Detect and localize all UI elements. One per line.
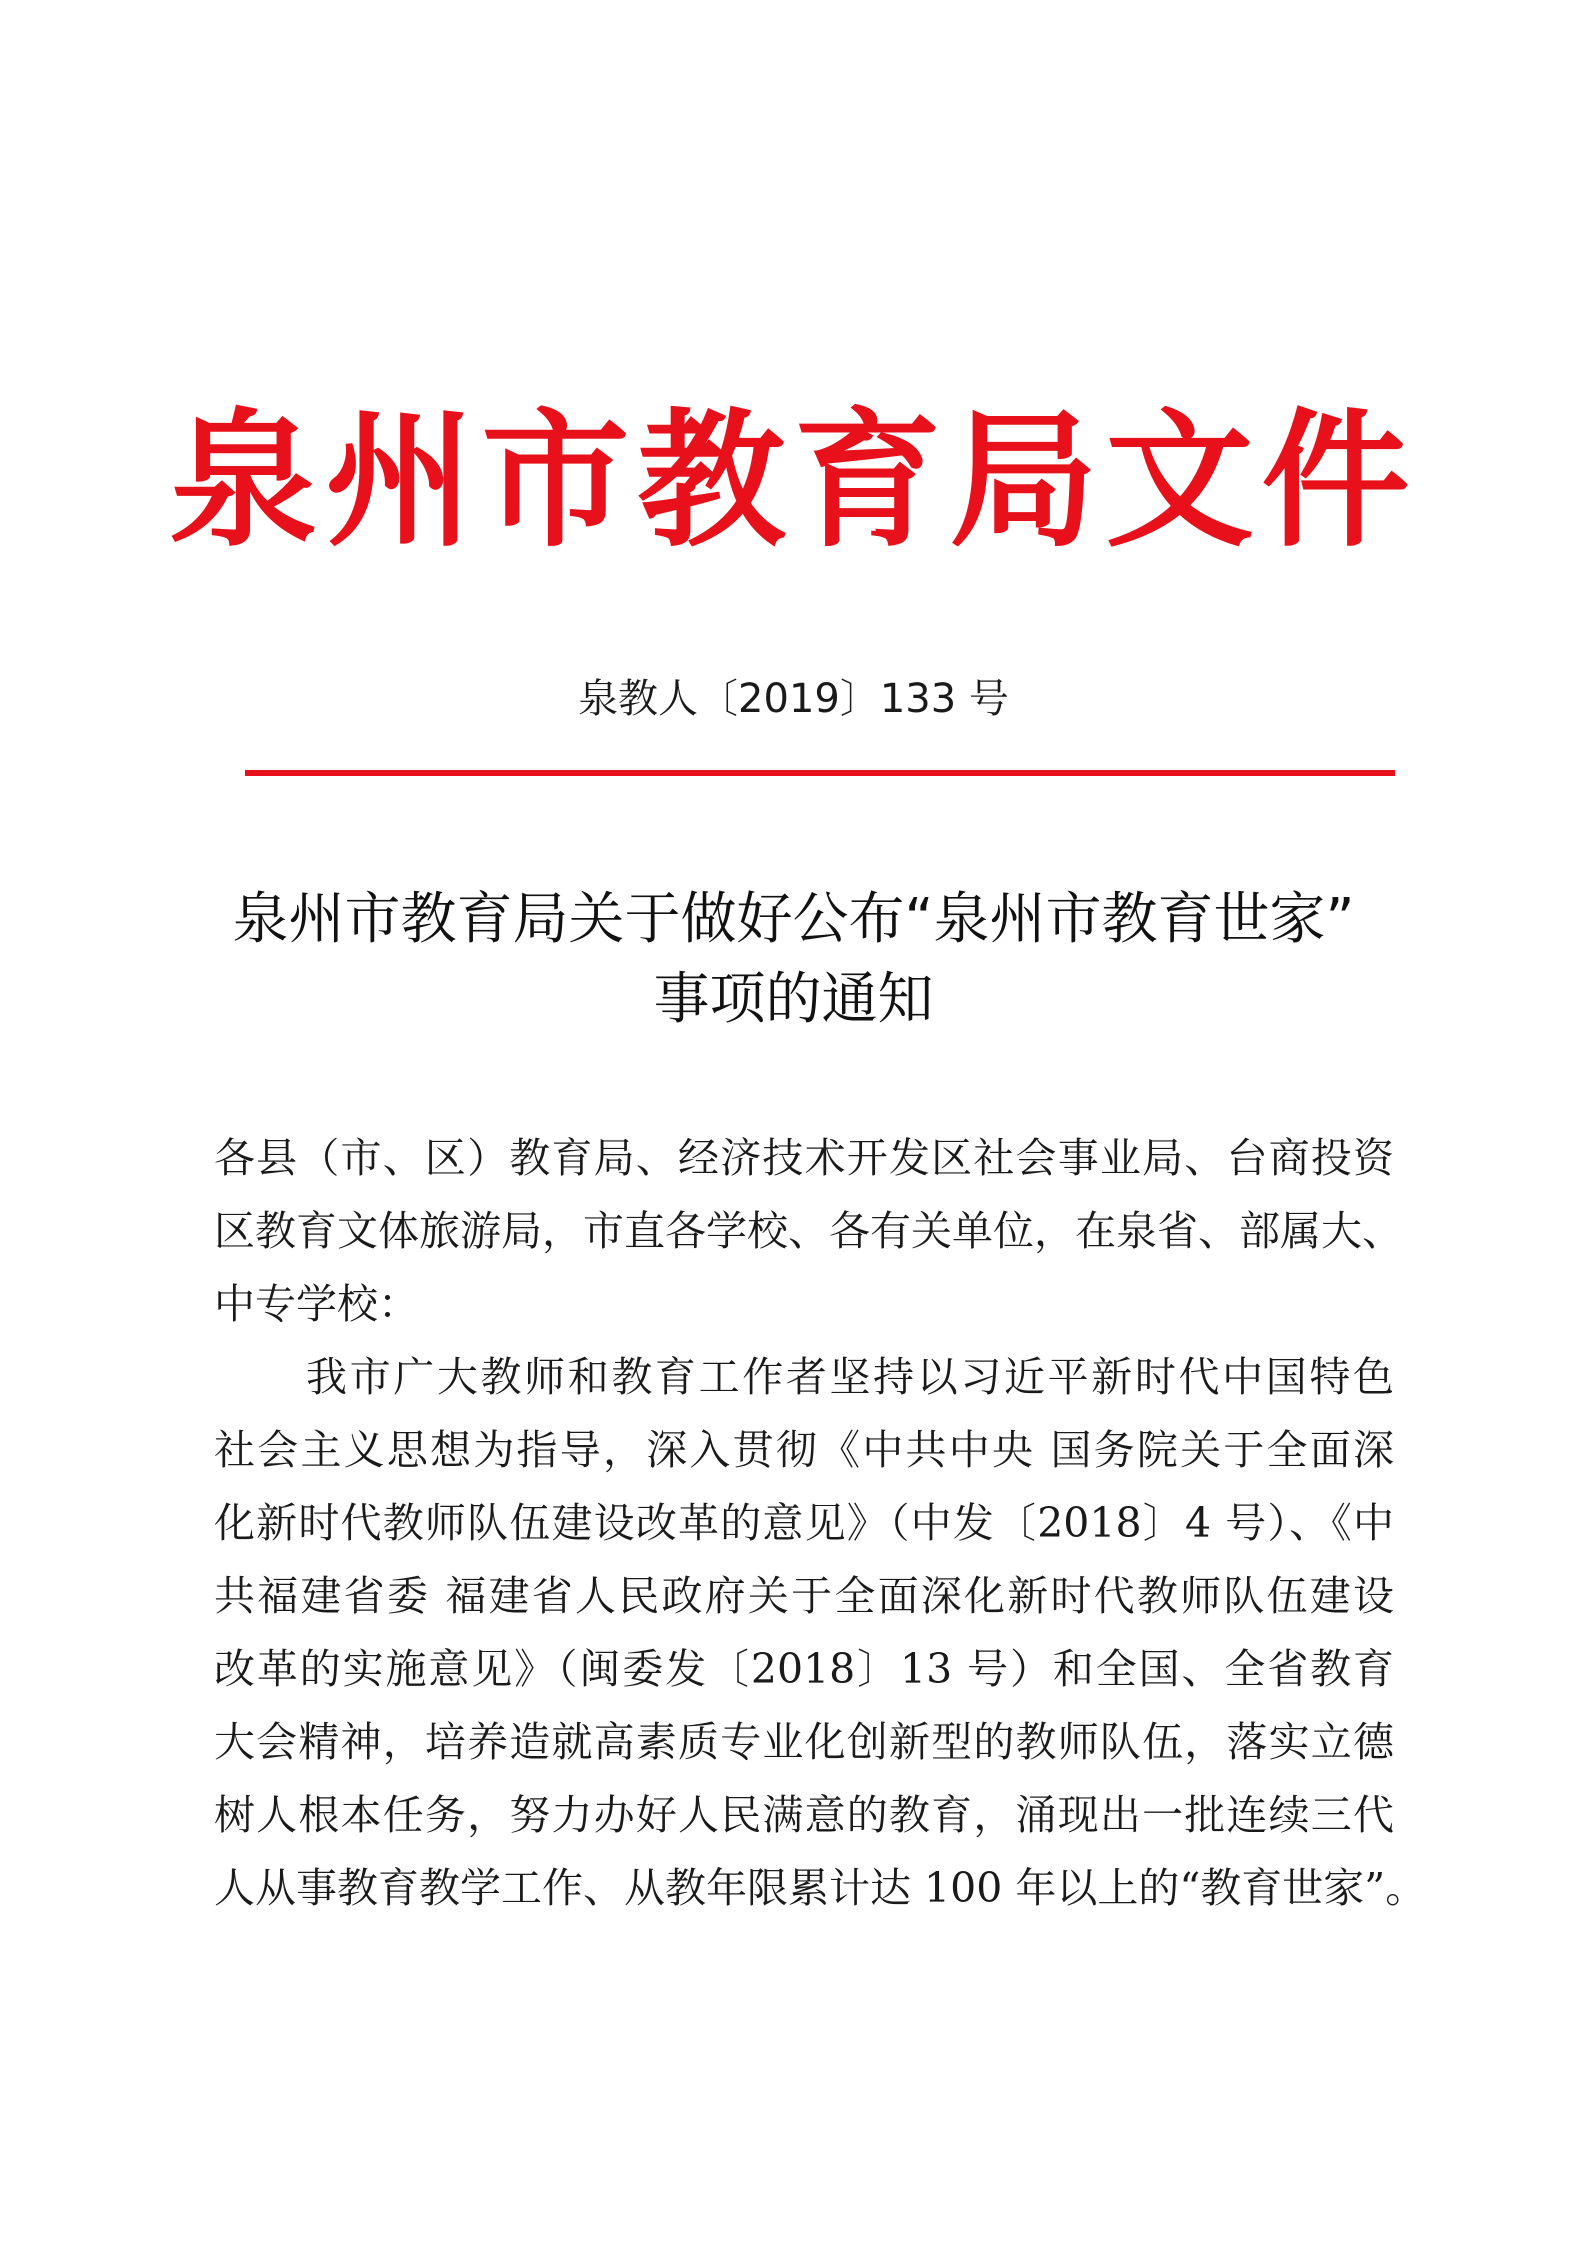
paragraph-line: 我市广大教师和教育工作者坚持以习近平新时代中国特色 <box>306 1353 1394 1401</box>
notice-title-line-1: 泉州市教育局关于做好公布“泉州市教育世家” <box>232 887 1355 952</box>
document-masthead: 泉州市教育局文件 <box>169 393 1418 567</box>
paragraph-line: 改革的实施意见》（闽委发〔2018〕13 号）和全国、全省教育 <box>214 1645 1394 1693</box>
addressee-line: 各县（市、区）教育局、经济技术开发区社会事业局、台商投资 <box>214 1134 1394 1182</box>
paragraph-line: 化新时代教师队伍建设改革的意见》（中发〔2018〕4 号）、《中 <box>214 1499 1394 1547</box>
paragraph-line: 人从事教育教学工作、从教年限累计达 100 年以上的“教育世家”。 <box>214 1864 1427 1912</box>
notice-title-line-2: 事项的通知 <box>653 967 934 1032</box>
red-divider-line <box>245 770 1395 776</box>
paragraph-line: 社会主义思想为指导，深入贯彻《中共中央 国务院关于全面深 <box>214 1426 1394 1474</box>
paragraph-line: 树人根本任务，努力办好人民满意的教育，涌现出一批连续三代 <box>214 1791 1394 1839</box>
addressee-line: 中专学校： <box>214 1280 419 1328</box>
document-number: 泉教人〔2019〕133 号 <box>578 676 1009 722</box>
notice-body <box>214 1122 1427 1925</box>
notice-title <box>0 880 1587 1040</box>
paragraph-line: 共福建省委 福建省人民政府关于全面深化新时代教师队伍建设 <box>214 1572 1394 1620</box>
addressee-line: 区教育文体旅游局，市直各学校、各有关单位，在泉省、部属大、 <box>214 1207 1403 1255</box>
paragraph-line: 大会精神，培养造就高素质专业化创新型的教师队伍，落实立德 <box>214 1718 1394 1766</box>
